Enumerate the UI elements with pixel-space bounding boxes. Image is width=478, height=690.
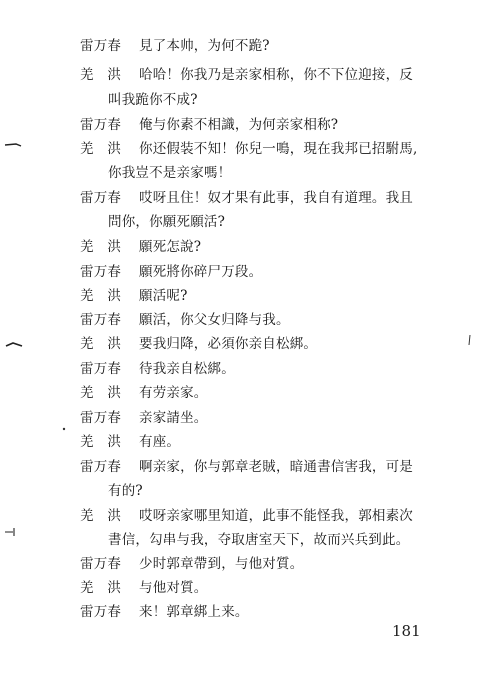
speaker-name: 羌 洪: [80, 141, 122, 157]
speaker-name: 雷万春: [80, 117, 122, 133]
speech-text: 願死將你碎尸万段。: [139, 264, 263, 280]
scan-speck-left-3: [4, 526, 22, 538]
speaker-name: 羌 洪: [80, 385, 122, 401]
speech-text: 見了本帅，为何不跪?: [139, 38, 270, 54]
speaker-name: 雷万春: [80, 264, 122, 280]
speaker-name: 羌 洪: [80, 434, 122, 450]
speech-continuation: 叫我跪你不成?: [108, 92, 198, 108]
scan-speck-left-2: [5, 340, 23, 350]
speech-continuation: 有的?: [108, 483, 143, 499]
speech-text: 哎呀且住！奴才果有此事，我自有道理。我且: [139, 190, 413, 206]
speaker-name: 雷万春: [80, 312, 122, 328]
speech-text: 俺与你素不相識，为何亲家相称?: [139, 117, 339, 133]
speaker-name: 雷万春: [80, 190, 122, 206]
speech-continuation: 你我豈不是亲家嗎！: [108, 165, 232, 181]
speaker-name: 羌 洪: [80, 580, 122, 596]
speaker-name: 雷万春: [80, 38, 122, 54]
speech-text: 少时郭章帶到，与他对質。: [139, 556, 304, 572]
page-number: 181: [392, 622, 421, 640]
speech-continuation: 書信，勾串与我，夺取唐室天下，故而兴兵到此。: [108, 532, 410, 548]
speech-text: 有劳亲家。: [139, 385, 208, 401]
speech-text: 要我归降，必須你亲自松綁。: [139, 336, 318, 352]
speaker-name: 羌 洪: [80, 239, 122, 255]
speaker-name: 雷万春: [80, 361, 122, 377]
scan-speck-left-1: [4, 140, 22, 150]
speech-text: 哎呀亲家哪里知道，此事不能怪我，郭相素次: [139, 508, 413, 524]
speech-text: 你还假装不知！你兒一鳴，現在我邦已招駙馬,: [139, 141, 418, 157]
speaker-name: 羌 洪: [80, 67, 122, 83]
speech-text: 亲家請坐。: [139, 410, 208, 426]
speaker-name: 羌 洪: [80, 288, 122, 304]
speech-text: 願活，你父女归降与我。: [139, 312, 290, 328]
speaker-name: 雷万春: [80, 604, 122, 620]
speech-text: 有座。: [139, 434, 181, 450]
speech-text: 願活呢?: [139, 288, 188, 304]
speech-text: 願死怎說?: [139, 239, 202, 255]
speech-text: 与他对質。: [139, 580, 208, 596]
speaker-name: 雷万春: [80, 410, 122, 426]
scan-speck-right-1: [466, 334, 474, 346]
scan-speck-dot: [62, 427, 66, 431]
speech-text: 待我亲自松綁。: [139, 361, 235, 377]
speech-text: 来！郭章綁上来。: [139, 604, 249, 620]
speech-text: 啊亲家，你与郭章老賊，暗通書信害我，可是: [139, 459, 413, 475]
speaker-name: 羌 洪: [80, 336, 122, 352]
speech-continuation: 問你，你願死願活?: [108, 214, 226, 230]
speaker-name: 雷万春: [80, 459, 122, 475]
speaker-name: 羌 洪: [80, 508, 122, 524]
speaker-name: 雷万春: [80, 556, 122, 572]
speech-text: 哈哈！你我乃是亲家相称，你不下位迎接，反: [139, 67, 413, 83]
